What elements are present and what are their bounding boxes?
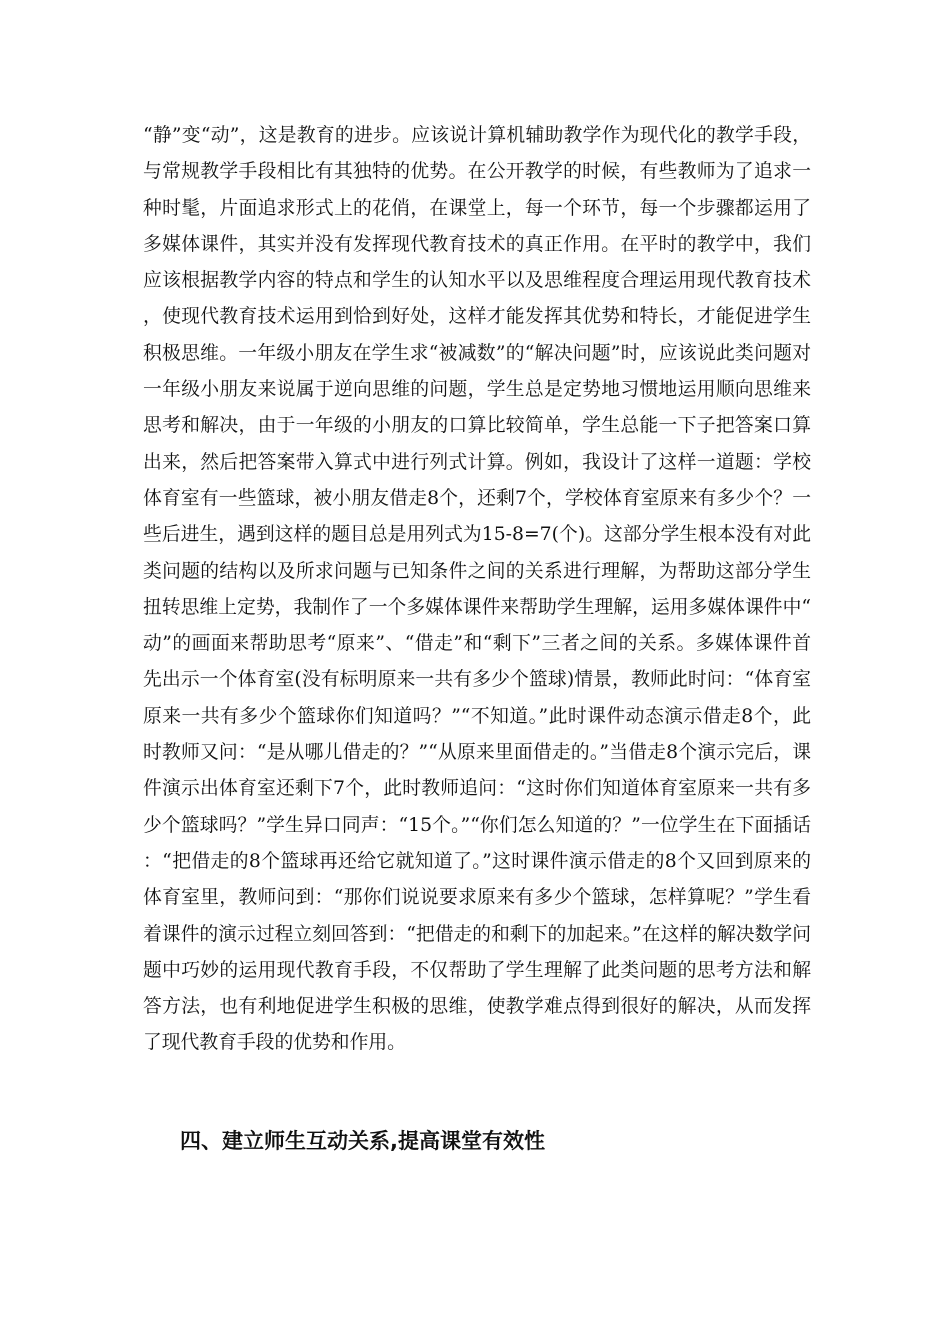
section-heading: 四、建立师生互动关系,提高课堂有效性 <box>180 1129 545 1153</box>
body-paragraph: “静”变“动”，这是教育的进步。应该说计算机辅助教学作为现代化的教学手段，与常规教学手段相比有其独特的优势。在公开教学的时候，有些教师为了追求一种时髦，片面追求形式上的花俏，在课堂上，每一个环节，每一个步骤都运用了多媒体课件，其实并没有发挥现代教育技术的真正作用。在平时的教学中，我们应该根据教学内容的特点和学生的认知水平以及思维程度合理运用现代教育技术，使现代教育技术运用到恰到好处，这样才能发挥其优势和特长，才能促进学生积极思维。一年级小朋友在学生求“被减数”的“解决问题”时，应该说此类问题对一年级小朋友来说属于逆向思维的问题，学生总是定势地习惯地运用顺向思维来思考和解决，由于一年级的小朋友的口算比较简单，学生总能一下子把答案口算出来，然后把答案带入算式中进行列式计算。例如，我设计了这样一道题：学校体育室有一些篮球，被小朋友借走8个，还剩7个，学校体育室原来有多少个？一些后进生，遇到这样的题目总是用列式为15-8=7(个)。这部分学生根本没有对此类问题的结构以及所求问题与已知条件之间的关系进行理解，为帮助这部分学生扭转思维上定势，我制作了一个多媒体课件来帮助学生理解，运用多媒体课件中“动”的画面来帮助思考“原来”、“借走”和“剩下”三者之间的关系。多媒体课件首先出示一个体育室(没有标明原来一共有多少个篮球)情景，教师此时问：“体育室原来一共有多少个篮球你们知道吗？”“不知道。”此时课件动态演示借走8个，此时教师又问：“是从哪儿借走的？”“从原来里面借走的。”当借走8个演示完后，课件演示出体育室还剩下7个，此时教师追问：“这时你们知道体育室原来一共有多少个篮球吗？”学生异口同声：“15个。”“你们怎么知道的？”一位学生在下面插话：“把借走的8个篮球再还给它就知道了。”这时课件演示借走的8个又回到原来的体育室里，教师问到：“那你们说说要求原来有多少个篮球，怎样算呢？”学生看着课件的演示过程立刻回答到：“把借走的和剩下的加起来。”在这样的解决数学问题中巧妙的运用现代教育手段，不仅帮助了学生理解了此类问题的思考方法和解答方法，也有利地促进学生积极的思维，使教学难点得到很好的解决，从而发挥了现代教育手段的优势和作用。 <box>143 125 811 1054</box>
